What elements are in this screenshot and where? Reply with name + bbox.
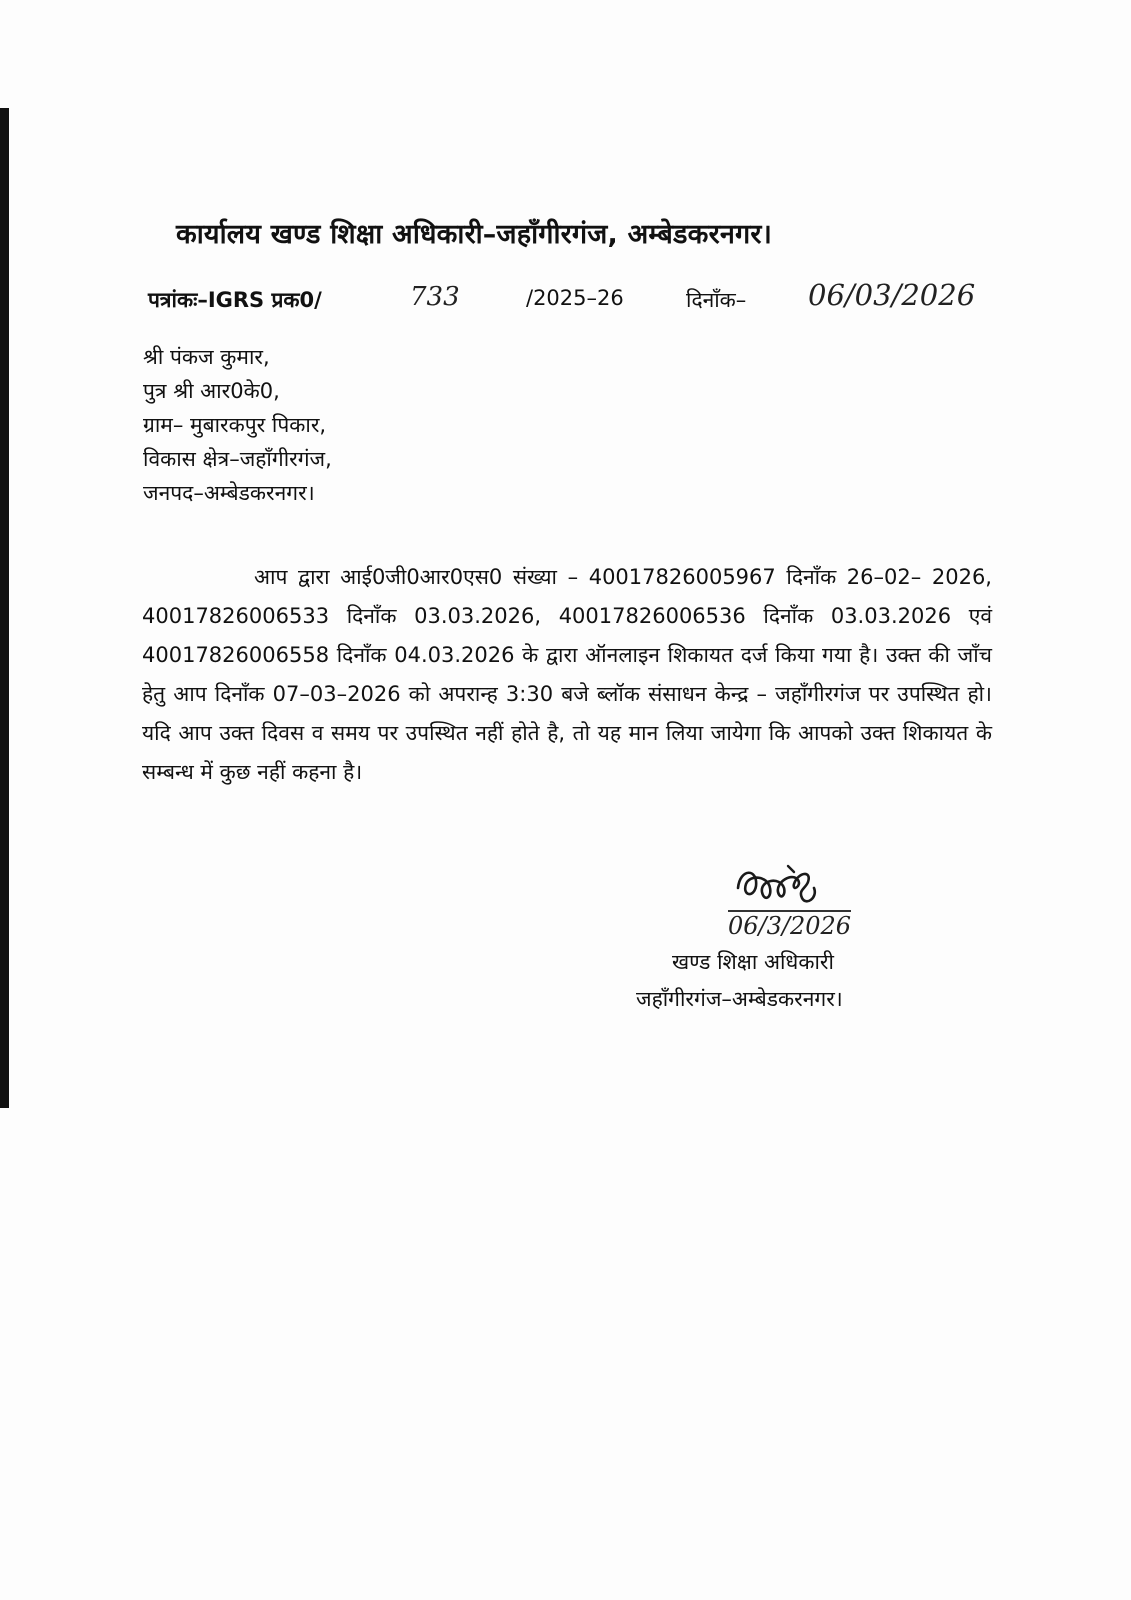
recipient-address [143,340,332,510]
recipient-parent: पुत्र श्री आर0के0, [143,379,280,403]
reference-line [148,278,988,322]
reference-prefix: पत्रांकः–IGRS प्रक0/ [148,288,322,312]
letter-body: आप द्वारा आई0जी0आर0एस0 संख्या – 40017826005967 दिनाँक 26–02– 2026, 40017826006533 दिनाँक 03.03.2026, 40017826006536 दिनाँक 03.03.2026 एवं 40017826006558 दिनाँक 04.03.2026 के द्वारा ऑनलाइन शिकायत दर्ज किया गया है। उक्त की जाँच हेतु आप दिनाँक 07–03–2026 को अपरान्ह 3:30 बजे ब्लॉक संसाधन केन्द्र – जहाँगीरगंज पर उपस्थित हो। यदि आप उक्त दिवस व समय पर उपस्थित नहीं होते है, तो यह मान लिया जायेगा कि आपको उक्त शिकायत के सम्बन्ध में कुछ नहीं कहना है। [142,565,992,784]
signature-date: 06/3/2026 [728,912,852,940]
office-heading: कार्यालय खण्ड शिक्षा अधिकारी–जहाँगीरगंज, अम्बेडकरनगर। [176,219,773,250]
signature-icon [728,858,838,918]
recipient-village: ग्राम– मुबारकपुर पिकार, [143,413,327,437]
recipient-block: विकास क्षेत्र–जहाँगीरगंज, [143,447,332,471]
reference-date-value: 06/03/2026 [808,278,976,312]
reference-year: /2025–26 [526,286,624,310]
signatory-designation: खण्ड शिक्षा अधिकारी [672,950,834,974]
scan-edge-shadow [0,108,9,1108]
recipient-name: श्री पंकज कुमार, [143,345,270,369]
recipient-district: जनपद–अम्बेडकरनगर। [143,481,315,505]
signatory-place: जहाँगीरगंज–अम्बेडकरनगर। [636,987,843,1011]
reference-number: 733 [410,282,460,312]
reference-date-label: दिनाँक– [686,288,747,312]
